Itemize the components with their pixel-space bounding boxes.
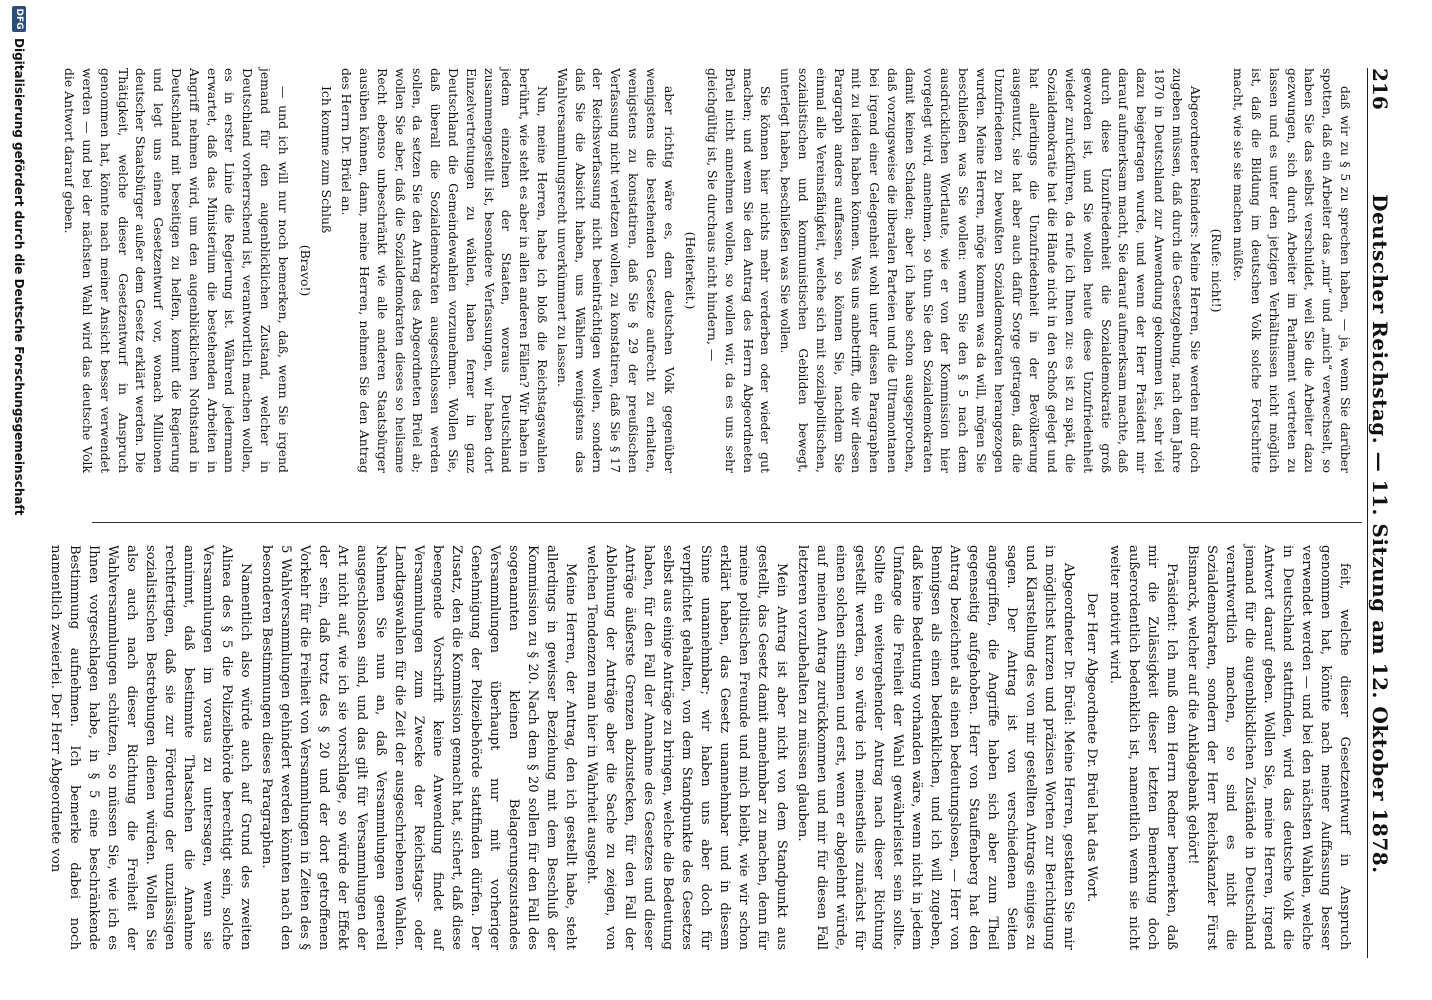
paragraph: daß wir zu § 5 zu sprechen haben, — ja, wenn Sie darüber spotten, daß ein Arbeiter das „mir“ und „mich“ verwechselt, so haben Sie das selbst verschuldet, weil Sie die Arbeiter dazu gezwungen, sich durch Arbeiter im Parlament vertreten zu lassen und es unter den jetzigen Verhältnissen nicht möglich ist, daß die Bildung im deutschen Volk solche Fortschritte macht, wie sie sie machen müßte.: [1231, 68, 1353, 473]
paragraph: Mein Antrag ist aber nicht von dem Standpunkt aus gestellt, das Gesetz damit annehmbar zu machen, denn für meine politischen Freunde und mich bleibt, wie wir schon erklärt haben, das Gesetz unannehmbar und in diesem Sinne unannehmbar; wir haben uns aber doch für verpflichtet gehalten, von dem Standpunkte des Gesetzes selbst aus einige Anträge zu bringen, welche die Bedeutung haben, für den Fall der Annahme des Gesetzes und dieser Anträge äußerste Grenzen abzustecken, für den Fall der Ablehnung der Anträge aber die Sache zu zeigen, von welchen Tendenzen man hier in Wahrheit ausgeht.: [584, 545, 789, 950]
left-column: [58, 68, 1354, 473]
paragraph: Ich komme zum Schluß: [319, 86, 335, 234]
interjection: (Heiterkeit.): [683, 231, 699, 310]
paragraph: — und ich will nur noch bemerken, daß, wenn Sie irgend jemand für den augenblicklichen Zustand, welcher in Deutschland vorherrschend ist, verantwortlich machen wollen, es in erster Linie die Regierung ist. Während jedermann erwartet, daß das Ministerium die bestehenden Arbeiten in Angriff nehmen wird, um den augenblicklichen Nothstand in Deutschland mit beseitigen zu helfen, kommt die Regierung und legt uns einen Gesetzentwurf vor, wonach Millionen deutscher Staatsbürger außer dem Gesetz erklärt werden. Die Thätigkeit, welche dieser Gesetzentwurf in Anspruch genommen hat, könnte nach meiner Ansicht besser verwendet werden — und bei der nächsten Wahl wird das deutsche Volk die Antwort darauf geben.: [62, 68, 291, 473]
paragraph: aber richtig wäre es, dem deutschen Volk gegenüber wenigstens die bestehenden Gesetze aufrecht zu erhalten, wenigstens zu konstatiren, daß Sie § 29 der preußischen Verfassung nicht verletzen wollen, zu konstatiren, daß Sie § 17 der Reichsverfassung nicht beeinträchtigen wollen, sondern daß Sie die Absicht haben, uns Wählern wenigstens das Wahlversammlungsrecht unverkümmert zu lassen.: [554, 68, 677, 473]
paragraph: Nun, meine Herren, habe ich bloß die Reichstagswahlen berührt, wie steht es aber in allen anderen Fällen? Wir haben in jedem einzelnen der Staaten, woraus Deutschland zusammengestellt ist, besondere Verfassungen, wir haben dort Einzelvertretungen zu wählen, haben ferner in ganz Deutschland die Gemeindewahlen vorzunehmen. Wollen Sie, daß überall die Sozialdemokraten ausgeschlossen werden sollen, da setzen Sie den Antrag des Abgeordneten Brüel ab; wollen Sie aber, daß die Sozialdemokraten dieses so heilsame Recht ebenso unbeschränkt wie alle anderen Staatsbürger ausüben können, dann, meine Herren, nehmen Sie den Antrag des Herrn Dr. Brüel an.: [339, 68, 550, 473]
paragraph: Abgeordneter Dr. Brüel: Meine Herren, gestatten Sie mir in möglichst kurzen und präzisen Worten zur Berichtigung und Klarstellung des von mir gestellten Antrags einiges zu sagen. Der Antrag ist von verschiedenen Seiten angegriffen, die Angriffe haben sich aber zum Theil gegenseitig aufgehoben. Herr von Stauffenberg hat den Antrag bezeichnet als einen bedeutungslosen, — Herr von Bennigsen als einen bedenklichen, und ich will zugeben, daß keine Bedeutung vorhanden wäre, wenn nicht in jedem Umfange die Freiheit der Wahl gewährleistet sein sollte. Sollte ein weitergehender Antrag nach dieser Richtung gestellt werden, so würde ich meinestheils zunächst für einen solchen stimmen und erst, wenn er abgelehnt würde, auf meinen Antrag zurückkommen und mir für diesen Fall letzteren vorzubehalten zu müssen glauben.: [795, 545, 1076, 950]
paragraph: Präsident: Ich muß dem Herrn Redner bemerken, daß mir die Zulässigkeit dieser letzten Bemerkung doch außerordentlich bedenklich ist, namentlich wenn sie nicht weiter motivirt wird.: [1107, 545, 1179, 950]
page-number: 216: [1368, 68, 1392, 110]
right-column: [44, 545, 1354, 950]
paragraph: Abgeordneter Reinders: Meine Herren, Sie werden mir doch zugeben müssen, daß durch die Gesetzgebung, nach dem Jahre 1870 in Deutschland zur Anwendung gekommen ist, sehr viel dazu beigetragen wurde, und wenn der Herr Präsident mir darauf aufmerksam macht, Sie darauf aufmerksam machte, daß durch diese Unzufriedenheit die Sozialdemokratie groß geworden ist, und Sie wollen heute diese Unzufriedenheit wieder zurückführen, da rufe ich Ihnen zu: es ist zu spät, die Sozialdemokratie hat die Hände nicht in den Schoß gelegt und hat allerdings die Unzufriedenheit in der Bevölkerung ausgenutzt, sie hat aber auch dafür Sorge getragen, daß die Unzufriedenen zu bewußten Sozialdemokraten herangezogen wurden. Meine Herren, möge kommen was da will, mögen Sie beschließen was Sie wollen: wenn Sie den § 5 nach dem ausdrücklichen Wortlaute, wie er von der Kommission hier vorgelegt wird, annehmen, so thun Sie den Sozialdemokraten damit keinen Schaden; aber ich habe schon ausgesprochen, daß vorzugsweise die liberalen Parteien und die Ultramontanen bei irgend einer Gelegenheit wohl unter diesen Paragraphen mit zu leiden haben können. Was uns anbetrifft, die wir diesen Paragraph anders auffassen, so können Sie, nachdem Sie einmal alle Vereinsfähigkeit, welche sich mit sozialpolitischen, sozialistischen und kommunistischen Gebilden bewegt, unterlegt haben, beschließen was Sie wollen.: [778, 68, 1203, 473]
speaker-call: Der Herr Abgeordnete Dr. Brüel hat das Wort.: [1084, 592, 1099, 903]
paragraph: Sie können hier nichts mehr verderben oder wieder gut machen; und wenn Sie den Antrag des Herrn Abgeordneten Brüel nicht annehmen wollen, so wollen wir, da es uns sehr gleichgültig ist, Sie durchaus nicht hindern, —: [705, 68, 774, 473]
page-title: Deutscher Reichstag. — 11. Sitzung am 12. Oktober 1878.: [1368, 194, 1392, 874]
paragraph: Namentlich also würde auch auf Grund des zweiten Alinea des § 5 die Polizeibehörde berechtigt sein, solche Versammlungen im voraus zu untersagen, wenn sie annimmt, daß bestimmte Thatsachen die Annahme rechtfertigen, daß sie zur Förderung der unzulässigen sozialistischen Bestrebungen dienen würden. Wollen Sie also auch nach dieser Richtung die Freiheit der Wahlversammlungen schützen, so müssen Sie, wie ich es Ihnen vorgeschlagen habe, in § 5 eine beschränkende Bestimmung aufnehmen. Ich bemerke dabei noch namentlich zweierlei. Der Herr Abgeordnete von: [48, 545, 253, 950]
page-header: [1367, 68, 1412, 958]
digitization-credit: [8, 0, 30, 1000]
interjection: (Bravo!): [297, 244, 313, 297]
column-divider: [92, 522, 1362, 523]
credit-text: Digitalisierung gefördert durch die Deutsche Forschungsgemeinschaft: [12, 38, 26, 516]
paragraph: Meine Herren, der Antrag, den ich gestellt habe, steht allerdings in gewisser Beziehung mit dem Beschluß der Kommission zu § 20. Nach dem § 20 sollen für den Fall des sogenannten kleinen Belagerungszustandes Versammlungen überhaupt nur mit vorheriger Genehmigung der Polizeibehörde stattfinden dürfen. Der Zusatz, den die Kommission gemacht hat, sichert, daß diese beengende Vorschrift keine Anwendung findet auf Versammlungen zum Zwecke der Reichstags- oder Landtagswahlen für die Zeit der ausgeschriebenen Wahlen. Nehmen Sie nun an, daß Versammlungen generell ausgeschlossen sind, und das gilt für Versammlungen der Art nicht auf, wie ich sie vorschlage, so würde der Effekt der sein, daß trotz des § 20 und der dort getroffenen Vorkehr für die Freiheit von Versammlungen in Zeiten des § 5 Wahlversammlungen gehindert werden könnten nach den besonderen Bestimmungen dieses Paragraphen.: [259, 545, 578, 950]
dfg-logo-icon: DFG: [12, 6, 26, 32]
interjection: (Rufe: nicht!): [1209, 228, 1225, 313]
paragraph: feit, welche dieser Gesetzentwurf in Anspruch genommen hat, könnte nach meiner Auffassung besser verwendet werden — und bei den nächsten Wahlen, welche in Deutschland stattfinden, wird das deutsche Volk die Antwort darauf geben. Wollen Sie, meine Herren, irgend jemand für die augenblicklichen Zustände in Deutschland verantwortlich machen, so sind es nicht die Sozialdemokraten, sondern der Herr Reichskanzler Fürst Bismarck, welcher auf die Anklagebank gehört!: [1185, 545, 1352, 950]
